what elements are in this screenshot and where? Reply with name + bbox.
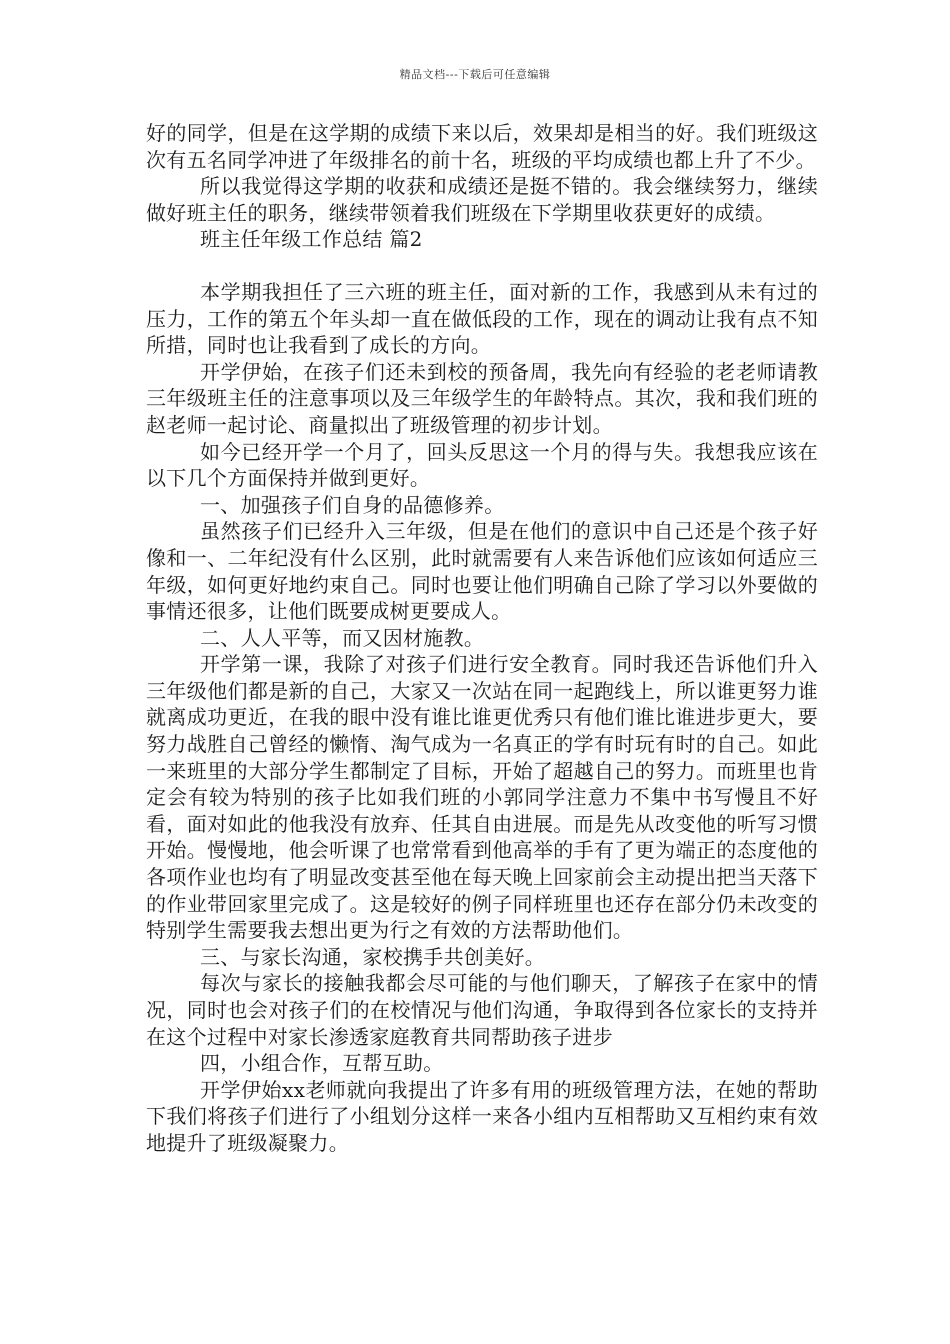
paragraph: 虽然孩子们已经升入三年级，但是在他们的意识中自己还是个孩子好像和一、二年纪没有什么区别，此时就需要有人来告诉他们应该如何适应三年级，如何更好地约束自己。同时也要让他们明确自己除了学习以外要做的事情还很多，让他们既要成树更要成人。 bbox=[146, 519, 818, 624]
document-body bbox=[146, 120, 818, 1157]
subheading: 二、人人平等，而又因材施教。 bbox=[200, 625, 485, 650]
paragraph: 如今已经开学一个月了，回头反思这一个月的得与失。我想我应该在以下几个方面保持并做到更好。 bbox=[146, 439, 818, 491]
subheading: 三、与家长沟通，家校携手共创美好。 bbox=[200, 944, 546, 969]
paragraph: 所以我觉得这学期的收获和成绩还是挺不错的。我会继续努力，继续做好班主任的职务，继续带领着我们班级在下学期里收获更好的成绩。 bbox=[146, 174, 818, 225]
paragraph: 好的同学，但是在这学期的成绩下来以后，效果却是相当的好。我们班级这次有五名同学冲进了年级排名的前十名，班级的平均成绩也都上升了不少。 bbox=[146, 121, 818, 172]
page-header: 精品文档---下载后可任意编辑 bbox=[399, 68, 551, 81]
paragraph: 每次与家长的接触我都会尽可能的与他们聊天，了解孩子在家中的情况，同时也会对孩子们的在校情况与他们沟通，争取得到各位家长的支持并在这个过程中对家长渗透家庭教育共同帮助孩子进步 bbox=[146, 971, 818, 1049]
paragraph: 开学伊始xx老师就向我提出了许多有用的班级管理方法，在她的帮助下我们将孩子们进行了小组划分这样一来各小组内互相帮助又互相约束有效地提升了班级凝聚力。 bbox=[146, 1077, 818, 1155]
paragraph: 开学第一课，我除了对孩子们进行安全教育。同时我还告诉他们升入三年级他们都是新的自己，大家又一次站在同一起跑线上，所以谁更努力谁就离成功更近，在我的眼中没有谁比谁更优秀只有他们谁比谁进步更大，要努力战胜自己曾经的懒惰、淘气成为一名真正的学有时玩有时的自己。如此一来班里的大部分学生都制定了目标，开始了超越自己的努力。而班里也肯定会有较为特别的孩子比如我们班的小郭同学注意力不集中书写慢且不好看，面对如此的他我没有放弃、任其自由进展。而是先从改变他的听写习惯开始。慢慢地，他会听课了也常常看到他高举的手有了更为端正的态度他的各项作业也均有了明显改变甚至他在每天晚上回家前会主动提出把当天落下的作业带回家里完成了。这是较好的例子同样班里也还存在部分仍未改变的特别学生需要我去想出更为行之有效的方法帮助他们。 bbox=[146, 652, 818, 943]
paragraph: 开学伊始，在孩子们还未到校的预备周，我先向有经验的老老师请教三年级班主任的注意事项以及三年级学生的年龄特点。其次，我和我们班的赵老师一起讨论、商量拟出了班级管理的初步计划。 bbox=[146, 359, 818, 437]
subheading: 一、加强孩子们自身的品德修养。 bbox=[200, 492, 505, 517]
section-title: 班主任年级工作总结 篇2 bbox=[200, 227, 423, 252]
subheading: 四，小组合作，互帮互助。 bbox=[200, 1051, 444, 1076]
paragraph: 本学期我担任了三六班的班主任，面对新的工作，我感到从未有过的压力，工作的第五个年头却一直在做低段的工作，现在的调动让我有点不知所措，同时也让我看到了成长的方向。 bbox=[146, 279, 818, 358]
